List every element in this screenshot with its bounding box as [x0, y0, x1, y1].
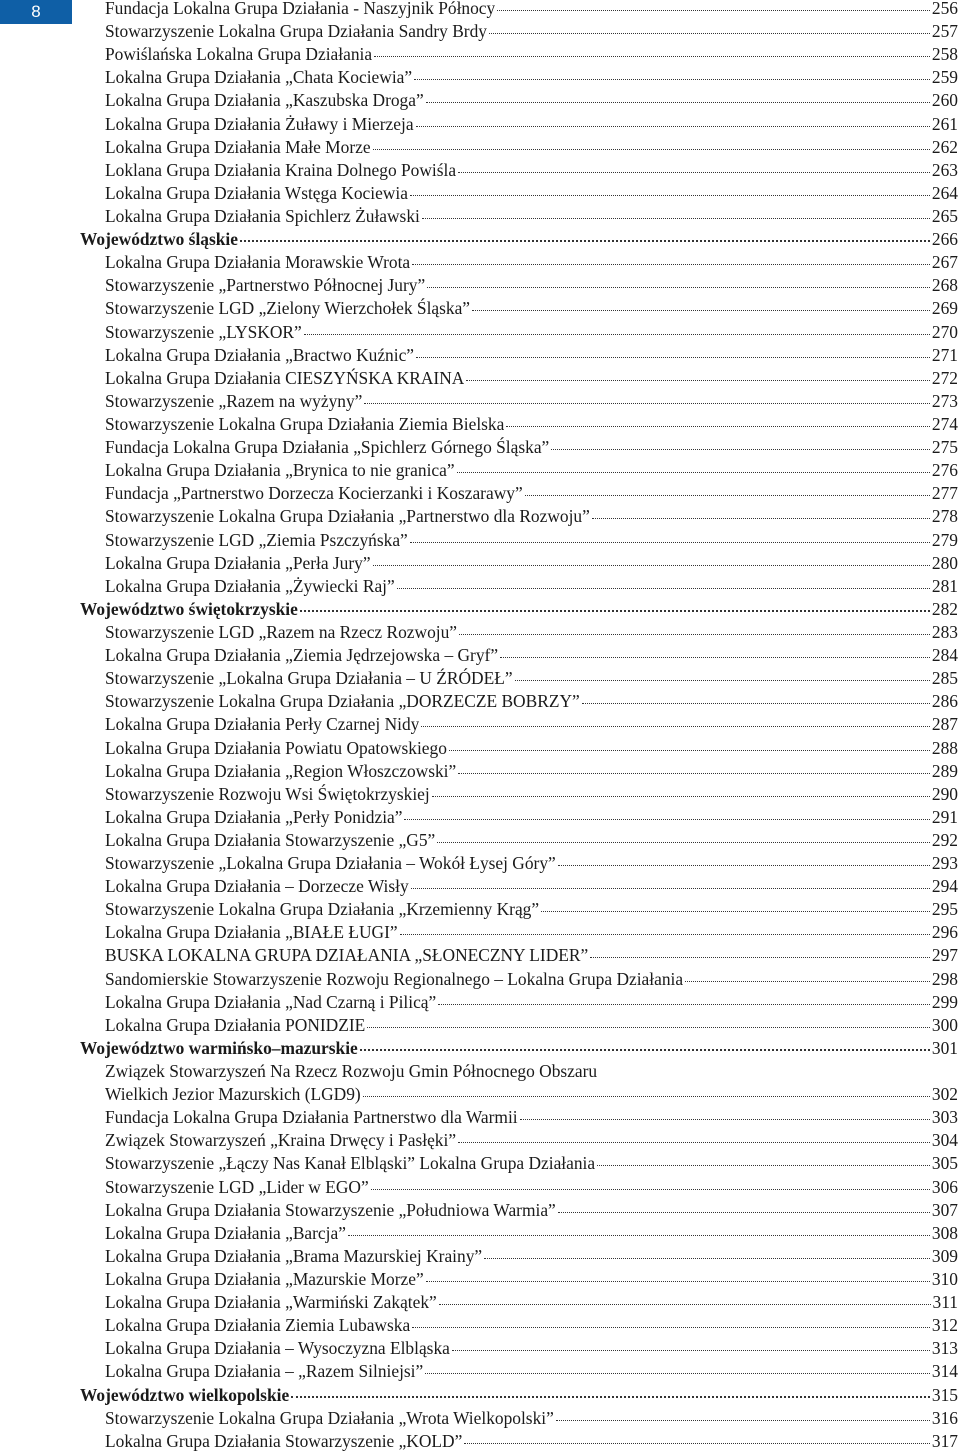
toc-entry[interactable]: [80, 66, 960, 89]
toc-entry[interactable]: [80, 0, 960, 20]
toc-entry-title: Fundacja Lokalna Grupa Działania „Spichlerz Górnego Śląska”: [105, 437, 550, 458]
dot-leader: [410, 194, 930, 196]
toc-entry-title: Stowarzyszenie Lokalna Grupa Działania „DORZECZE BOBRZY”: [105, 691, 580, 712]
dot-leader: [464, 1442, 930, 1444]
toc-entry-page: 299: [931, 991, 958, 1012]
toc-entry-title: Lokalna Grupa Działania CIESZYŃSKA KRAINA: [105, 367, 465, 388]
toc-entry-page: 288: [931, 737, 958, 758]
toc-entry-title: Stowarzyszenie „Razem na wyżyny”: [105, 390, 363, 411]
toc-entry-title: Lokalna Grupa Działania – „Razem Silniejsi”: [105, 1361, 424, 1382]
toc-entry-page: 307: [931, 1199, 958, 1220]
toc-entry-page: 281: [931, 575, 958, 596]
toc-entry-page: 305: [931, 1153, 958, 1174]
toc-entry[interactable]: [80, 436, 960, 459]
toc-entry-page: 314: [931, 1361, 958, 1382]
dot-leader: [371, 1188, 930, 1190]
toc-entry-title: Lokalna Grupa Działania „Nad Czarną i Pilicą”: [105, 991, 437, 1012]
toc-entry-page: 277: [931, 483, 958, 504]
toc-entry-title: Stowarzyszenie Rozwoju Wsi Świętokrzyskiej: [105, 783, 430, 804]
toc-entry-title: Stowarzyszenie Lokalna Grupa Działania „Wrota Wielkopolski”: [105, 1407, 554, 1428]
toc-entry-title: Lokalna Grupa Działania Żuławy i Mierzeja: [105, 113, 414, 134]
toc-entry-page: 287: [931, 714, 958, 735]
toc-entry-page: 267: [931, 252, 958, 273]
toc-entry[interactable]: [80, 1176, 960, 1199]
toc-entry-title: Lokalna Grupa Działania „Perła Jury”: [105, 552, 371, 573]
toc-entry-page: 268: [931, 275, 958, 296]
toc-entry[interactable]: [80, 898, 960, 921]
toc-entry[interactable]: [80, 921, 960, 944]
toc-entry-page: 260: [931, 90, 958, 111]
toc-entry-page: 293: [931, 853, 958, 874]
toc-entry[interactable]: [80, 575, 960, 598]
toc-entry-page: 290: [931, 783, 958, 804]
dot-leader: [240, 239, 930, 242]
dot-leader: [457, 471, 930, 473]
toc-entry[interactable]: [80, 621, 960, 644]
toc-entry-page: 278: [931, 506, 958, 527]
dot-leader: [458, 772, 930, 774]
toc-entry-title: Lokalna Grupa Działania „Brama Mazurskiej Krainy”: [105, 1245, 483, 1266]
dot-leader: [472, 309, 930, 311]
toc-entry-title: Stowarzyszenie „Lokalna Grupa Działania – Wokół Łysej Góry”: [105, 853, 556, 874]
dot-leader: [300, 609, 930, 612]
toc-entry-title: Stowarzyszenie LGD „Zielony Wierzchołek Śląska”: [105, 298, 471, 319]
dot-leader: [414, 78, 930, 80]
dot-leader: [597, 1164, 930, 1166]
toc-entry-page: 311: [932, 1292, 958, 1313]
toc-entry-page: 279: [931, 529, 958, 550]
toc-entry-page: 274: [931, 413, 958, 434]
dot-leader: [500, 656, 930, 658]
toc-entry-title: Fundacja Lokalna Grupa Działania Partnerstwo dla Warmii: [105, 1107, 518, 1128]
toc-entry-title: Stowarzyszenie „Partnerstwo Północnej Jury”: [105, 275, 426, 296]
toc-entry-page: 264: [931, 182, 958, 203]
dot-leader: [416, 356, 930, 358]
toc-entry-page: 301: [931, 1037, 958, 1058]
toc-entry[interactable]: [80, 667, 960, 690]
dot-leader: [558, 864, 930, 866]
toc-entry-title: Lokalna Grupa Działania Stowarzyszenie „G5”: [105, 829, 436, 850]
toc-entry-page: 284: [931, 645, 958, 666]
toc-entry-title: Lokalna Grupa Działania „Ziemia Jędrzejowska – Gryf”: [105, 645, 499, 666]
toc-entry-page: 292: [931, 829, 958, 850]
dot-leader: [551, 448, 930, 450]
toc-entry-page: 262: [931, 136, 958, 157]
toc-entry[interactable]: [80, 1314, 960, 1337]
toc-entry-title: Lokalna Grupa Działania PONIDZIE: [105, 1014, 366, 1035]
dot-leader: [437, 841, 930, 843]
toc-entry-title: Lokalna Grupa Działania „Chata Kociewia”: [105, 67, 413, 88]
toc-entry[interactable]: [80, 1245, 960, 1268]
toc-entry[interactable]: [80, 690, 960, 713]
toc-entry-title: Stowarzyszenie Lokalna Grupa Działania „Krzemienny Krąg”: [105, 899, 540, 920]
dot-leader: [373, 148, 930, 150]
toc-entry[interactable]: [80, 783, 960, 806]
toc-entry-title: Województwo warmińsko–mazurskie: [80, 1037, 358, 1058]
dot-leader: [404, 818, 929, 820]
toc-entry-page: 300: [931, 1014, 958, 1035]
toc-entry-title: Stowarzyszenie LGD „Razem na Rzecz Rozwoju”: [105, 621, 458, 642]
dot-leader: [497, 9, 930, 11]
toc-entry-page: 316: [931, 1407, 958, 1428]
toc-entry[interactable]: [80, 1360, 960, 1383]
dot-leader: [364, 402, 930, 404]
toc-entry-page: 273: [931, 390, 958, 411]
toc-entry-page: 297: [931, 945, 958, 966]
toc-entry-title: Powiślańska Lokalna Grupa Działania: [105, 44, 373, 65]
toc-entry[interactable]: [80, 1152, 960, 1175]
toc-entry-title: Związek Stowarzyszeń „Kraina Drwęcy i Pasłęki”: [105, 1130, 457, 1151]
toc-section-heading[interactable]: [80, 598, 960, 621]
dot-leader: [426, 101, 930, 103]
dot-leader: [425, 1372, 930, 1374]
dot-leader: [412, 263, 930, 265]
toc-entry-title: Stowarzyszenie „Łączy Nas Kanał Elbląski” Lokalna Grupa Działania: [105, 1153, 596, 1174]
toc-entry-page: 312: [931, 1315, 958, 1336]
toc-entry-page: 303: [931, 1107, 958, 1128]
toc-entry-title: Stowarzyszenie Lokalna Grupa Działania „Partnerstwo dla Rozwoju”: [105, 506, 590, 527]
toc-entry-page: 272: [931, 367, 958, 388]
toc-entry-title: Stowarzyszenie „LYSKOR”: [105, 321, 302, 342]
dot-leader: [438, 1003, 930, 1005]
toc-entry[interactable]: [80, 644, 960, 667]
toc-entry-title: Loklana Grupa Działania Kraina Dolnego Powiśla: [105, 159, 457, 180]
toc-entry-title: Lokalna Grupa Działania „Perły Ponidzia”: [105, 806, 403, 827]
dot-leader: [439, 1303, 931, 1305]
dot-leader: [363, 1095, 930, 1097]
toc-entry-title: Stowarzyszenie „Lokalna Grupa Działania – U ŹRÓDEŁ”: [105, 668, 513, 689]
toc-entry[interactable]: [80, 20, 960, 43]
dot-leader: [484, 1257, 930, 1259]
toc-entry-title: Lokalna Grupa Działania „Kaszubska Droga”: [105, 90, 424, 111]
toc-entry-page: 276: [931, 460, 958, 481]
dot-leader: [489, 32, 930, 34]
table-of-contents: [80, 0, 960, 1453]
toc-entry[interactable]: [80, 43, 960, 66]
toc-entry[interactable]: [80, 944, 960, 967]
toc-entry[interactable]: [80, 1337, 960, 1360]
toc-entry-title: Lokalna Grupa Działania „Barcja”: [105, 1222, 346, 1243]
toc-section-heading[interactable]: [80, 228, 960, 251]
toc-entry[interactable]: [80, 713, 960, 736]
toc-entry[interactable]: [80, 968, 960, 991]
toc-entry[interactable]: [80, 829, 960, 852]
dot-leader: [304, 333, 930, 335]
toc-entry-title: Lokalna Grupa Działania Stowarzyszenie „Południowa Warmia”: [105, 1199, 556, 1220]
toc-entry[interactable]: [80, 1129, 960, 1152]
dot-leader: [400, 933, 930, 935]
toc-entry-page: 275: [931, 437, 958, 458]
dot-leader: [506, 425, 930, 427]
toc-entry-page: 291: [931, 806, 958, 827]
toc-entry[interactable]: [80, 529, 960, 552]
toc-entry[interactable]: [80, 552, 960, 575]
toc-section-heading[interactable]: [80, 1037, 960, 1060]
toc-entry-title: Województwo świętokrzyskie: [80, 598, 298, 619]
dot-leader: [459, 633, 930, 635]
toc-entry-title: Województwo wielkopolskie: [80, 1384, 290, 1405]
toc-entry-title: Lokalna Grupa Działania Małe Morze: [105, 136, 371, 157]
toc-entry[interactable]: [80, 297, 960, 320]
toc-entry-page: 289: [931, 760, 958, 781]
toc-entry-title: Lokalna Grupa Działania Wstęga Kociewia: [105, 182, 408, 203]
toc-entry[interactable]: [80, 251, 960, 274]
toc-entry-page: 294: [931, 876, 958, 897]
toc-entry-page: 258: [931, 44, 958, 65]
dot-leader: [374, 55, 930, 57]
toc-entry-page: 263: [931, 159, 958, 180]
dot-leader: [590, 956, 930, 958]
dot-leader: [458, 171, 930, 173]
toc-entry[interactable]: [80, 991, 960, 1014]
dot-leader: [416, 125, 930, 127]
dot-leader: [520, 1118, 930, 1120]
toc-entry[interactable]: [80, 505, 960, 528]
dot-leader: [412, 1326, 930, 1328]
toc-entry-page: 304: [931, 1130, 958, 1151]
toc-entry-page: 280: [931, 552, 958, 573]
toc-entry[interactable]: [80, 875, 960, 898]
dot-leader: [426, 1280, 930, 1282]
dot-leader: [466, 379, 930, 381]
toc-entry[interactable]: [80, 321, 960, 344]
toc-entry-title: Lokalna Grupa Działania Perły Czarnej Nidy: [105, 714, 420, 735]
toc-entry[interactable]: [80, 1199, 960, 1222]
toc-entry[interactable]: [80, 274, 960, 297]
toc-entry-page: 313: [931, 1338, 958, 1359]
toc-entry[interactable]: [80, 390, 960, 413]
toc-entry-page: 261: [931, 113, 958, 134]
toc-entry-title: Lokalna Grupa Działania „Bractwo Kuźnic”: [105, 344, 415, 365]
dot-leader: [449, 749, 930, 751]
toc-entry[interactable]: [80, 737, 960, 760]
toc-entry-title: Lokalna Grupa Działania Powiatu Opatowskiego: [105, 737, 447, 758]
toc-entry[interactable]: [80, 1430, 960, 1453]
toc-entry-title: Lokalna Grupa Działania Ziemia Lubawska: [105, 1315, 411, 1336]
toc-entry[interactable]: [80, 1060, 960, 1083]
toc-entry[interactable]: [80, 159, 960, 182]
toc-entry[interactable]: [80, 806, 960, 829]
dot-leader: [348, 1234, 930, 1236]
toc-entry-page: 256: [931, 0, 958, 18]
toc-entry-page: 285: [931, 668, 958, 689]
toc-entry-page: 282: [931, 598, 958, 619]
toc-entry[interactable]: [80, 459, 960, 482]
toc-entry-title: Wielkich Jezior Mazurskich (LGD9): [105, 1084, 361, 1105]
toc-entry-page: 310: [931, 1269, 958, 1290]
dot-leader: [421, 725, 930, 727]
toc-entry[interactable]: [80, 1014, 960, 1037]
dot-leader: [432, 795, 930, 797]
toc-entry-title: Lokalna Grupa Działania „BIAŁE ŁUGI”: [105, 922, 398, 943]
toc-entry-page: 308: [931, 1222, 958, 1243]
toc-entry-page: 257: [931, 21, 958, 42]
toc-entry-title: Stowarzyszenie Lokalna Grupa Działania Ziemia Bielska: [105, 413, 505, 434]
toc-entry[interactable]: [80, 205, 960, 228]
toc-entry-title: Lokalna Grupa Działania „Mazurskie Morze”: [105, 1269, 424, 1290]
toc-entry-title: Województwo śląskie: [80, 229, 238, 250]
dot-leader: [582, 702, 930, 704]
dot-leader: [397, 587, 930, 589]
toc-entry-page: 266: [931, 229, 958, 250]
toc-entry-title: Lokalna Grupa Działania „Brynica to nie granica”: [105, 460, 455, 481]
toc-entry-title: Lokalna Grupa Działania – Wysoczyzna Elbląska: [105, 1338, 450, 1359]
toc-entry-page: 271: [931, 344, 958, 365]
toc-entry-title: Stowarzyszenie LGD „Ziemia Pszczyńska”: [105, 529, 408, 550]
toc-entry[interactable]: [80, 367, 960, 390]
toc-entry-page: 298: [931, 968, 958, 989]
toc-entry[interactable]: [80, 1222, 960, 1245]
toc-entry[interactable]: [80, 1291, 960, 1314]
toc-entry-page: 259: [931, 67, 958, 88]
toc-entry-title: Lokalna Grupa Działania Morawskie Wrota: [105, 252, 411, 273]
toc-section-heading[interactable]: [80, 1384, 960, 1407]
dot-leader: [411, 887, 930, 889]
toc-entry[interactable]: [80, 1083, 960, 1106]
toc-entry[interactable]: [80, 852, 960, 875]
toc-entry[interactable]: [80, 182, 960, 205]
dot-leader: [525, 494, 930, 496]
toc-entry-title: Lokalna Grupa Działania Spichlerz Żuławski: [105, 205, 420, 226]
toc-entry-title: Stowarzyszenie LGD „Lider w EGO”: [105, 1176, 369, 1197]
dot-leader: [685, 980, 930, 982]
dot-leader: [422, 217, 930, 219]
dot-leader: [452, 1349, 930, 1351]
toc-entry[interactable]: [80, 113, 960, 136]
dot-leader: [558, 1211, 930, 1213]
toc-entry[interactable]: [80, 413, 960, 436]
toc-entry-title: Fundacja Lokalna Grupa Działania - Naszyjnik Północy: [105, 0, 496, 18]
toc-entry-title: Lokalna Grupa Działania „Warmiński Zakątek”: [105, 1292, 437, 1313]
dot-leader: [458, 1141, 930, 1143]
dot-leader: [515, 679, 930, 681]
toc-entry[interactable]: [80, 136, 960, 159]
dot-leader: [541, 910, 930, 912]
toc-entry[interactable]: [80, 89, 960, 112]
toc-entry-title: Lokalna Grupa Działania – Dorzecze Wisły: [105, 876, 409, 897]
toc-entry-title: Lokalna Grupa Działania „Żywiecki Raj”: [105, 575, 395, 596]
toc-entry-page: 306: [931, 1176, 958, 1197]
toc-entry[interactable]: [80, 1106, 960, 1129]
dot-leader: [360, 1048, 930, 1051]
toc-entry-page: 302: [931, 1084, 958, 1105]
toc-entry-page: 295: [931, 899, 958, 920]
toc-entry-title: Fundacja „Partnerstwo Dorzecza Kocierzanki i Koszarawy”: [105, 483, 523, 504]
toc-entry-title: Stowarzyszenie Lokalna Grupa Działania Sandry Brdy: [105, 21, 487, 42]
toc-entry-page: 265: [931, 205, 958, 226]
toc-entry-title: Sandomierskie Stowarzyszenie Rozwoju Regionalnego – Lokalna Grupa Działania: [105, 968, 684, 989]
toc-entry[interactable]: [80, 344, 960, 367]
page-number-tab: [0, 0, 72, 24]
toc-entry[interactable]: [80, 1407, 960, 1430]
toc-entry-title: BUSKA LOKALNA GRUPA DZIAŁANIA „SŁONECZNY LIDER”: [105, 945, 589, 966]
dot-leader: [410, 541, 930, 543]
dot-leader: [427, 286, 930, 288]
toc-entry[interactable]: [80, 482, 960, 505]
dot-leader: [592, 517, 930, 519]
toc-entry[interactable]: [80, 760, 960, 783]
dot-leader: [367, 1026, 930, 1028]
dot-leader: [373, 564, 930, 566]
toc-entry-title: Związek Stowarzyszeń Na Rzecz Rozwoju Gmin Północnego Obszaru: [105, 1061, 598, 1082]
toc-entry-page: 317: [931, 1430, 958, 1451]
toc-entry-page: 286: [931, 691, 958, 712]
toc-entry-page: 270: [931, 321, 958, 342]
toc-entry-title: Lokalna Grupa Działania „Region Włoszczowski”: [105, 760, 457, 781]
toc-entry-page: 309: [931, 1245, 958, 1266]
page-number: 8: [31, 2, 41, 21]
toc-entry-title: Lokalna Grupa Działania Stowarzyszenie „KOLD”: [105, 1430, 463, 1451]
toc-entry-page: 296: [931, 922, 958, 943]
toc-entry-page: 269: [931, 298, 958, 319]
toc-entry[interactable]: [80, 1268, 960, 1291]
toc-entry-page: 315: [931, 1384, 958, 1405]
dot-leader: [556, 1419, 930, 1421]
dot-leader: [291, 1395, 930, 1398]
toc-entry-page: 283: [931, 621, 958, 642]
